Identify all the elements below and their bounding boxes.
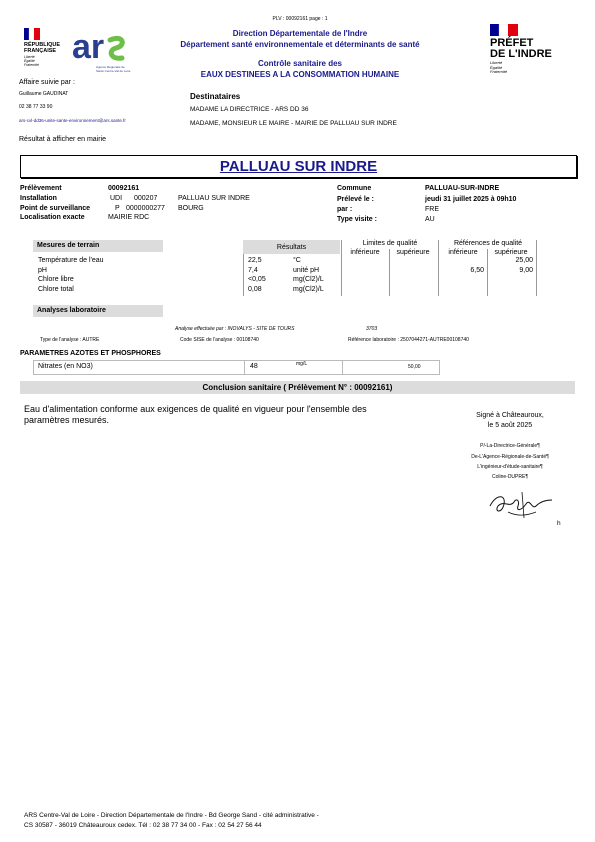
col-ref-inf: inférieure — [448, 249, 478, 256]
col-references: Références de qualité — [453, 240, 523, 247]
affaire-name: Guillaume GAUDINAT — [19, 91, 69, 97]
terrain-ref-inf: 6,50 — [470, 266, 484, 274]
azote-limit-cell — [342, 360, 440, 375]
inst-code: 000207 — [134, 195, 158, 202]
terrain-value: 7,4 — [248, 266, 258, 274]
inst-name: PALLUAU SUR INDRE — [178, 195, 250, 202]
affaire-label: Affaire suivie par : — [19, 79, 75, 86]
sign-date: le 5 août 2025 — [487, 422, 533, 429]
point-code: 0000000277 — [126, 205, 165, 212]
dept-title: Direction Départementale de l'Indre — [232, 29, 368, 38]
handwritten-signature — [486, 488, 556, 522]
terrain-value: 22,5 — [248, 257, 262, 264]
terrain-param: pH — [38, 266, 47, 274]
value-preleve: jeudi 31 juillet 2025 à 09h10 — [425, 196, 517, 203]
prefet-motto2: Égalité — [490, 64, 503, 70]
prefet-line2: DE L'INDRE — [490, 48, 552, 60]
col-ref-sup: supérieure — [494, 249, 528, 256]
prefet-motto3: Fraternité — [490, 69, 508, 74]
terrain-param: Température de l'eau — [38, 257, 104, 264]
destinataire-line1: MADAME LA DIRECTRICE - ARS DD 36 — [190, 106, 309, 113]
inst-type: UDI — [110, 195, 123, 202]
terrain-title: Mesures de terrain — [37, 242, 100, 249]
dept-subtitle: Département santé environnementale et déterminants de santé — [180, 40, 420, 49]
control-title: Contrôle sanitaire des — [257, 59, 343, 68]
col-limites: Limites de qualité — [362, 240, 418, 247]
value-prelevement: 00092161 — [108, 185, 140, 192]
value-type-visite: AU — [425, 216, 435, 223]
divider — [341, 240, 342, 296]
sign-line2: De-L'Agence-Régionale-de-Santé¶ — [471, 454, 549, 460]
ars-logo — [72, 26, 132, 76]
sign-line4: Coline-DUPRE¶ — [491, 474, 529, 480]
col-resultats: Résultats — [276, 244, 307, 251]
azote-title: PARAMETRES AZOTES ET PHOSPHORES — [20, 350, 161, 357]
footer-line1: ARS Centre-Val de Loire - Direction Départementale de l'Indre - Bd George Sand - cité administrative - — [24, 812, 319, 819]
divider — [536, 240, 537, 296]
conclusion-title-box — [20, 381, 575, 394]
prefet-motto1: Liberté — [490, 60, 503, 65]
terrain-unit: mg(Cl2)/L — [293, 285, 324, 293]
destinataire-line2: MADAME, MONSIEUR LE MAIRE - MAIRIE DE PALLUAU SUR INDRE — [190, 120, 397, 127]
prefet-logo — [490, 24, 560, 80]
svg-text:ar: ar — [72, 28, 105, 66]
azote-param: Nitrates (en NO3) — [38, 363, 93, 370]
conclusion-line2: paramètres mesurés. — [24, 415, 110, 425]
destinataires-title: Destinataires — [190, 92, 241, 101]
rf-motto: Liberté Égalité Fraternité — [24, 55, 39, 67]
commune-title-box — [20, 155, 577, 178]
labo-ref: Référence laboratoire : 2507044271-AUTRE00108740 — [348, 337, 469, 343]
divider — [438, 240, 439, 296]
terrain-unit: mg(Cl2)/L — [293, 276, 324, 283]
affaire-email-link[interactable]: ars-cvl-dd36-unite-sante-environnement@ars.sante.fr — [19, 118, 126, 123]
terrain-value: <0,05 — [248, 276, 266, 283]
label-par: par : — [337, 206, 353, 213]
sign-line3: L'ingénieur-d'étude-sanitaire¶ — [477, 464, 543, 470]
labo-effectuee: Analyse effectuée par : INOVALYS - SITE DE TOURS — [175, 326, 295, 332]
label-commune: Commune — [337, 185, 372, 192]
value-localisation: MAIRIE RDC — [108, 214, 150, 221]
azote-lim-sup: 50,00 — [408, 364, 421, 370]
value-commune: PALLUAU-SUR-INDRE — [425, 185, 500, 192]
labo-effectuee-code: 3703 — [366, 326, 378, 332]
label-point: Point de surveillance — [20, 205, 91, 212]
terrain-value: 0,08 — [248, 285, 262, 293]
azote-value: 48 — [250, 363, 258, 370]
marianne-icon — [24, 28, 40, 40]
terrain-param: Chlore total — [38, 285, 74, 293]
label-installation: Installation — [20, 195, 57, 202]
prefet-line1: PRÉFET — [490, 37, 534, 49]
terrain-param: Chlore libre — [38, 276, 74, 283]
terrain-results-header — [243, 240, 340, 254]
ars-subtitle: Agence Régionale de Santé Centre-Val de Loire — [96, 65, 131, 73]
point-name: BOURG — [178, 205, 204, 212]
terrain-unit: °C — [293, 257, 301, 264]
col-lim-sup: supérieure — [396, 249, 430, 256]
labo-title-box — [33, 305, 163, 317]
azote-unit: mg/L — [296, 361, 308, 367]
commune-title: PALLUAU SUR INDRE — [219, 158, 378, 175]
ars-logo-icon — [72, 26, 128, 66]
footer-line2: CS 30587 - 36019 Châteauroux cedex. Tél : 02 38 77 34 00 - Fax : 02 54 27 56 44 — [24, 822, 262, 829]
control-subtitle: EAUX DESTINEES A LA CONSOMMATION HUMAINE — [200, 70, 400, 79]
label-type-visite: Type visite : — [337, 216, 377, 223]
rf-line2: FRANÇAISE — [24, 48, 57, 54]
conclusion-title: Conclusion sanitaire ( Prélèvement N° : 00092161) — [202, 383, 393, 392]
result-note: Résultat à afficher en mairie — [19, 136, 107, 143]
col-lim-inf: inférieure — [350, 249, 380, 256]
rf-line1: RÉPUBLIQUE — [24, 42, 61, 48]
value-par: FRE — [425, 206, 439, 213]
divider — [243, 254, 244, 296]
azote-result-cell — [244, 360, 343, 375]
plv-line: PLV : 00092161 page : 1 — [272, 16, 328, 22]
terrain-ref-sup: 25,00 — [515, 257, 533, 264]
conclusion-line1: Eau d'alimentation conforme aux exigences de qualité en vigueur pour l'ensemble des — [24, 404, 367, 414]
sign-place: Signé à Châteauroux, — [476, 412, 544, 419]
point-type: P — [115, 205, 120, 212]
sign-mark: h — [557, 520, 561, 527]
terrain-unit: unité pH — [293, 266, 320, 274]
terrain-ref-sup: 9,00 — [519, 266, 533, 274]
label-localisation: Localisation exacte — [20, 214, 85, 221]
labo-title: Analyses laboratoire — [37, 307, 106, 314]
divider — [389, 249, 390, 296]
label-preleve: Prélevé le : — [337, 196, 374, 203]
prefet-marianne-icon — [490, 24, 518, 36]
sign-line1: P/-La-Directrice-Générale¶ — [480, 443, 540, 449]
labo-type-analyse: Type de l'analyse : AUTRE — [40, 337, 100, 343]
labo-code-sise: Code SISE de l'analyse : 00108740 — [180, 337, 259, 343]
label-prelevement: Prélèvement — [20, 185, 62, 192]
affaire-phone: 02 38 77 33 90 — [19, 104, 53, 110]
republique-francaise-logo — [24, 28, 68, 74]
terrain-title-box — [33, 240, 163, 252]
